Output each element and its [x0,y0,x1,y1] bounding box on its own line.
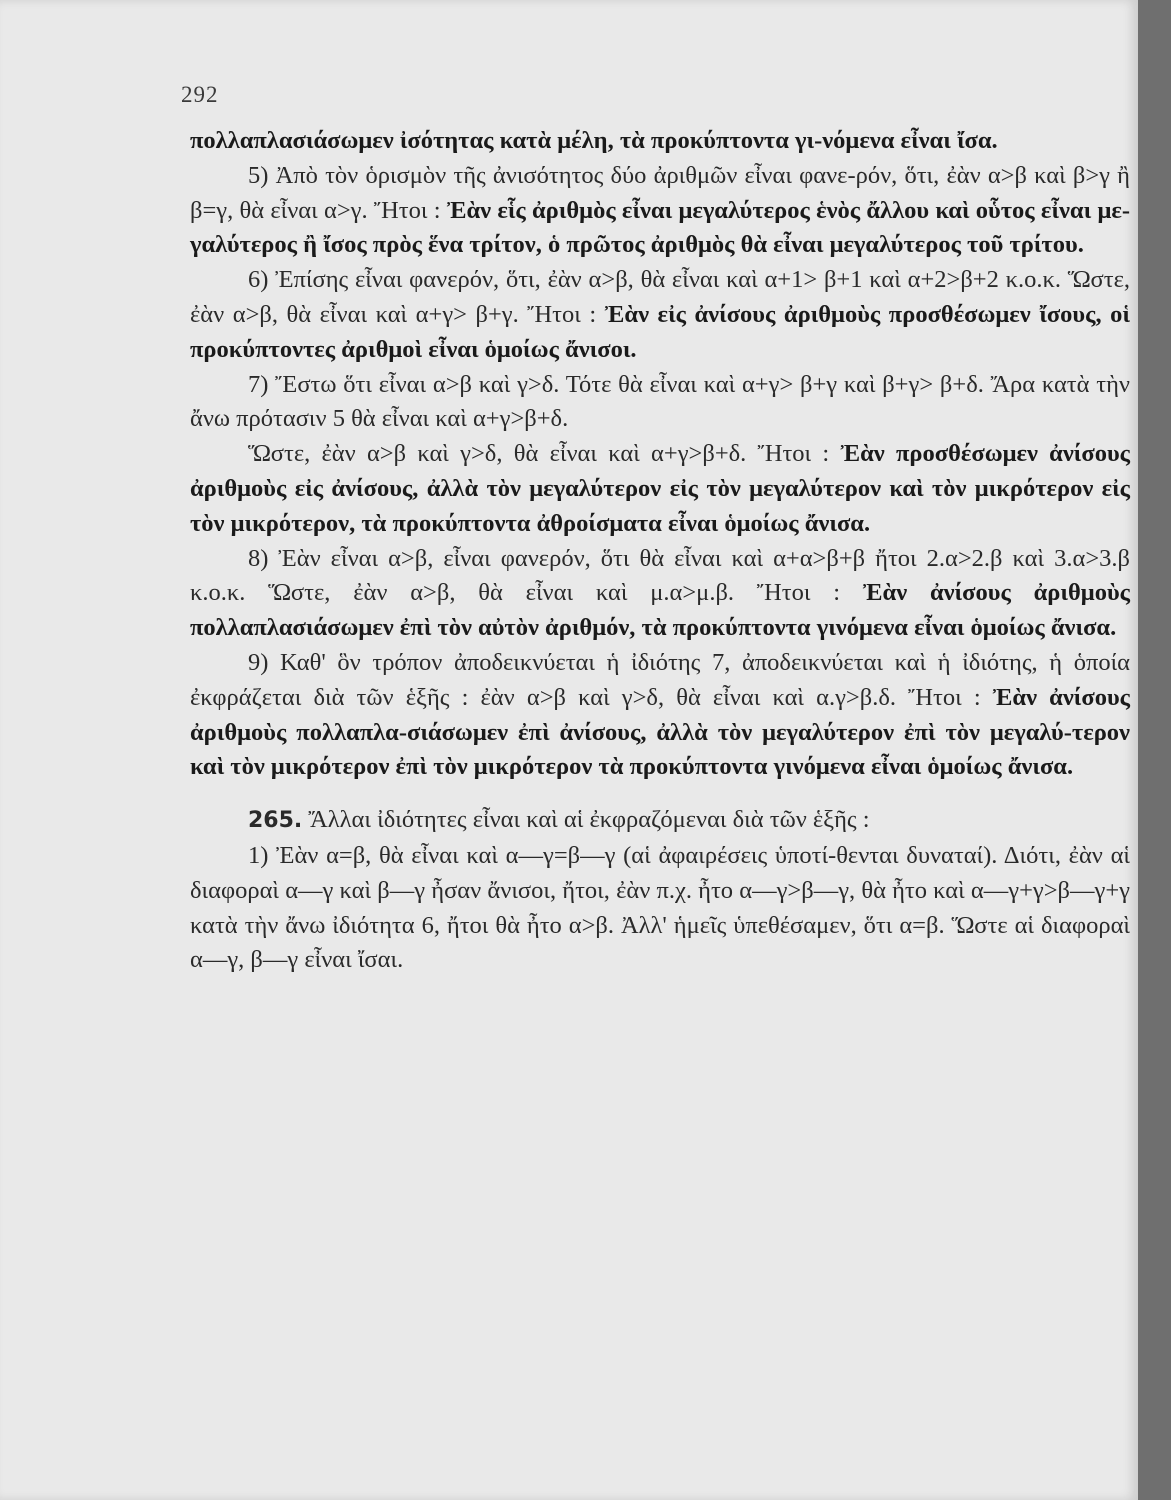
bold-statement: πολλαπλασιάσωμεν ἰσότητας κατὰ μέλη, τὰ προκύπτοντα γι-νόμενα εἶναι ἴσα. [190,127,998,154]
paragraph [190,159,1130,263]
bold-statement: Ἐὰν εἰς ἀνίσους ἀριθμοὺς προσθέσωμεν ἴσους, οἱ προκύπτοντες ἀριθμοὶ εἶναι ὁμοίως ἄνισοι. [190,300,1130,363]
paragraph [190,437,1130,541]
bold-statement: Ἐὰν ἀνίσους ἀριθμοὺς πολλαπλα-σιάσωμεν ἐπὶ ἀνίσους, ἀλλὰ τὸν μεγαλύτερον ἐπὶ τὸν μεγαλύ-τερον καὶ τὸν μικρότερον ἐπὶ τὸν μικρότερον τὰ προκύπτοντα γινόμενα εἶναι ὁμοίως ἄνισα. [190,683,1130,781]
paragraph-text: 8) Ἐὰν εἶναι α>β, εἶναι φανερόν, ὅτι θὰ εἶναι καὶ α+α>β+β ἤτοι 2.α>2.β καὶ 3.α>3.β κ.ο.κ. Ὥστε, ἐὰν α>β, θὰ εἶναι καὶ μ.α>μ.β. Ἤτοι : [190,544,1130,607]
bold-statement: Ἐὰν εἷς ἀριθμὸς εἶναι μεγαλύτερος ἑνὸς ἄλλου καὶ οὗτος εἶναι με-γαλύτερος ἢ ἴσος πρὸς ἕνα τρίτον, ὁ πρῶτος ἀριθμὸς θὰ εἶναι μεγαλύτερος τοῦ τρίτου. [190,196,1130,259]
paragraph [190,124,1130,159]
paragraph [190,263,1130,367]
paragraph-list [190,124,1130,785]
paragraph-text: 7) Ἔστω ὅτι εἶναι α>β καὶ γ>δ. Τότε θὰ εἶναι καὶ α+γ> β+γ καὶ β+γ> β+δ. Ἄρα κατὰ τὴν ἄνω πρότασιν 5 θὰ εἶναι καὶ α+γ>β+δ. [190,370,1130,433]
paragraph-text: 5) Ἀπὸ τὸν ὁρισμὸν τῆς ἀνισότητος δύο ἀριθμῶν εἶναι φανε-ρόν, ὅτι, ἐὰν α>β καὶ β>γ ἢ β=γ, θὰ εἶναι α>γ. Ἤτοι : [190,161,1130,224]
paragraph-text: Ὥστε, ἐὰν α>β καὶ γ>δ, θὰ εἶναι καὶ α+γ>β+δ. Ἤτοι : [248,440,841,468]
paragraph [190,542,1130,646]
section-intro-paragraph [190,803,1130,839]
body-text [190,124,1130,978]
section-item-1: 1) Ἐὰν α=β, θὰ εἶναι καὶ α—γ=β—γ (αἱ ἀφαιρέσεις ὑποτί-θενται δυναταί). Διότι, ἐὰν αἱ διαφοραὶ α—γ καὶ β—γ ἦσαν ἄνισοι, ἤτοι, ἐὰν π.χ. ἦτο α—γ>β—γ, θὰ ἦτο καὶ α—γ+γ>β—γ+γ κατὰ τὴν ἄνω ἰδιότητα 6, ἤτοι θὰ ἦτο α>β. Ἀλλ' ἡμεῖς ὑπεθέσαμεν, ὅτι α=β. Ὥστε αἱ διαφοραὶ α—γ, β—γ εἶναι ἴσαι. [190,841,1130,974]
section-number: 265. [248,808,303,834]
paragraph [190,368,1130,438]
section-intro: Ἄλλαι ἰδιότητες εἶναι καὶ αἱ ἐκφραζόμεναι διὰ τῶν ἑξῆς : [308,806,870,834]
paragraph-text: 6) Ἐπίσης εἶναι φανερόν, ὅτι, ἐὰν α>β, θὰ εἶναι καὶ α+1> β+1 καὶ α+2>β+2 κ.ο.κ. Ὥστε, ἐὰν α>β, θὰ εἶναι καὶ α+γ> β+γ. Ἤτοι : [190,266,1130,328]
bold-statement: Ἐὰν προσθέσωμεν ἀνίσους ἀριθμοὺς εἰς ἀνίσους, ἀλλὰ τὸν μεγαλύτερον εἰς τὸν μεγαλύτερον καὶ τὸν μικρότερον εἰς τὸν μικρότερον, τὰ προκύπτοντα ἀθροίσματα εἶναι ὁμοίως ἄνισα. [190,440,1131,537]
page-number: 292 [181,82,219,107]
paragraph-text: 9) Καθ' ὃν τρόπον ἀποδεικνύεται ἡ ἰδιότης 7, ἀποδεικνύεται καὶ ἡ ἰδιότης, ἡ ὁποία ἐκφράζεται διὰ τῶν ἑξῆς : ἐὰν α>β καὶ γ>δ, θὰ εἶναι καὶ α.γ>β.δ. Ἤτοι : [190,648,1130,711]
section-gap [190,785,1130,803]
bold-statement: Ἐὰν ἀνίσους ἀριθμοὺς πολλαπλασιάσωμεν ἐπὶ τὸν αὐτὸν ἀριθμόν, τὰ προκύπτοντα γινόμενα εἶναι ὁμοίως ἄνισα. [190,579,1130,642]
paragraph [190,646,1130,785]
